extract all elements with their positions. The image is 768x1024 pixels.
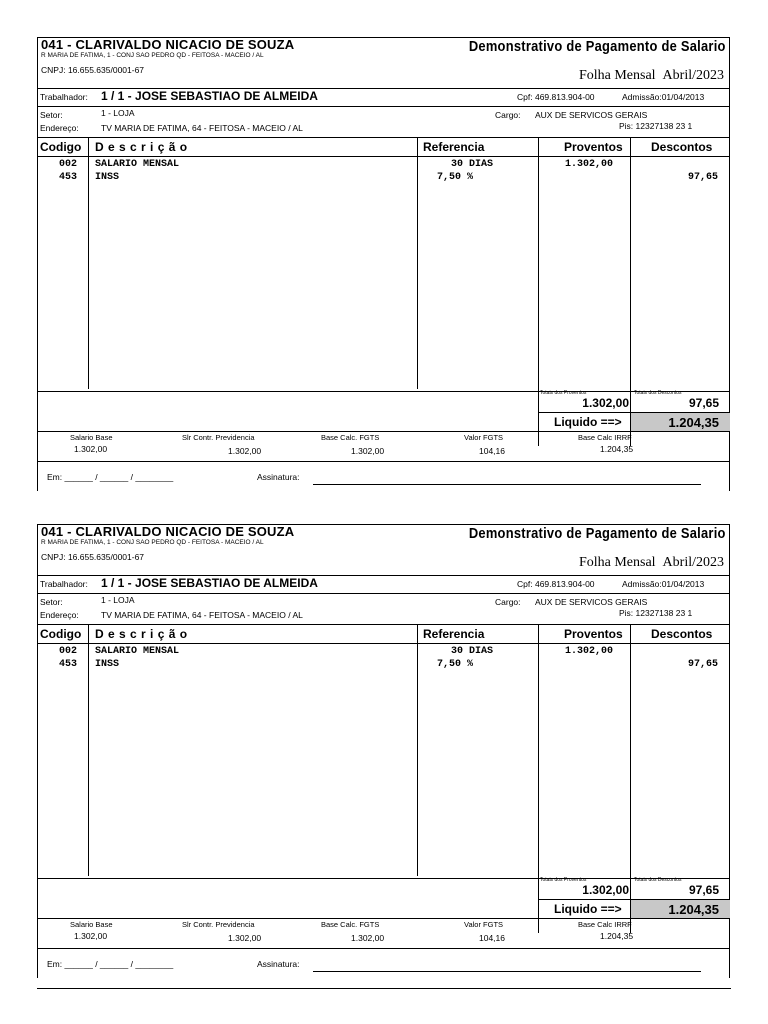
item-code: 453 (59, 659, 78, 670)
item-prov: 1.302,00 (565, 646, 614, 657)
base-fgts-label: Base Calc. FGTS (321, 433, 380, 442)
company-name: 041 - CLARIVALDO NICACIO DE SOUZA (41, 524, 295, 539)
signature-label: Assinatura: (257, 472, 300, 482)
slr-contr-label: Slr Contr. Previdencia (182, 920, 255, 929)
col-divider (417, 137, 418, 389)
base-irrf-label: Base Calc IRRF (578, 920, 632, 929)
date-field[interactable]: Em: ______ / ______ / ________ (47, 959, 174, 969)
valor-fgts-value: 104,16 (479, 933, 505, 943)
rule (37, 918, 730, 919)
base-fgts-value: 1.302,00 (351, 933, 385, 943)
company-name: 041 - CLARIVALDO NICACIO DE SOUZA (41, 37, 295, 52)
totals-desc-label: Totais dos Descontos (634, 877, 682, 883)
company-address: R MARIA DE FATIMA, 1 - CONJ SAO PEDRO QD - FEITOSA - MACEIO / AL (41, 52, 264, 59)
document-title: Demonstrativo de Pagamento de Salario (469, 525, 726, 542)
setor-label: Setor: (40, 110, 63, 120)
col-proventos: Proventos (564, 627, 623, 641)
salario-base-label: Salario Base (70, 920, 113, 929)
col-divider (630, 624, 631, 933)
signature-line[interactable] (313, 971, 701, 972)
item-code: 002 (59, 646, 78, 657)
item-desconto: 97,65 (687, 172, 718, 183)
worker-label: Trabalhador: (40, 92, 88, 102)
pis-value: Pis: 12327138 23 1 (619, 608, 693, 618)
worker-name: 1 / 1 - JOSE SEBASTIAO DE ALMEIDA (101, 576, 318, 590)
base-irrf-label: Base Calc IRRF (578, 433, 632, 442)
col-descontos: Descontos (651, 140, 713, 154)
rule (37, 643, 730, 644)
slr-contr-value: 1.302,00 (228, 446, 262, 456)
worker-cpf: Cpf: 469.813.904-00 (517, 579, 595, 589)
col-divider (88, 137, 89, 389)
rule (37, 878, 730, 879)
setor-value: 1 - LOJA (101, 595, 135, 605)
pis-value: Pis: 12327138 23 1 (619, 121, 693, 131)
col-divider (538, 137, 539, 446)
salario-base-value: 1.302,00 (74, 931, 108, 941)
liquido-value: 1.204,35 (668, 902, 719, 917)
slr-contr-value: 1.302,00 (228, 933, 262, 943)
liquido-value: 1.204,35 (668, 415, 719, 430)
totals-desc: 97,65 (688, 396, 719, 410)
base-irrf-value: 1.204,35 (600, 444, 634, 454)
totals-desc: 97,65 (688, 883, 719, 897)
item-prov: 1.302,00 (565, 159, 614, 170)
item-desc: INSS (95, 172, 120, 183)
rule (37, 431, 730, 432)
endereco-value: TV MARIA DE FATIMA, 64 - FEITOSA - MACEIO / AL (101, 123, 303, 133)
totals-prov: 1.302,00 (582, 883, 629, 897)
document-title: Demonstrativo de Pagamento de Salario (469, 38, 726, 55)
rule (37, 106, 730, 107)
rule (37, 948, 730, 949)
col-referencia: Referencia (423, 627, 485, 641)
cargo-label: Cargo: (495, 597, 521, 607)
item-desc: INSS (95, 659, 120, 670)
base-fgts-label: Base Calc. FGTS (321, 920, 380, 929)
totals-prov-label: Totais dos Proventos (540, 390, 587, 396)
company-address: R MARIA DE FATIMA, 1 - CONJ SAO PEDRO QD - FEITOSA - MACEIO / AL (41, 539, 264, 546)
rule (37, 391, 730, 392)
rule (37, 137, 730, 138)
rule (37, 624, 730, 625)
document-period: Folha Mensal Abril/2023 (578, 68, 724, 83)
liquido-label: Liquido ==> (554, 415, 622, 429)
item-ref: 7,50 % (437, 172, 474, 183)
totals-prov-label: Totais dos Proventos (540, 877, 587, 883)
item-ref: 30 DIAS (451, 159, 494, 170)
endereco-value: TV MARIA DE FATIMA, 64 - FEITOSA - MACEIO / AL (101, 610, 303, 620)
col-referencia: Referencia (423, 140, 485, 154)
worker-cpf: Cpf: 469.813.904-00 (517, 92, 595, 102)
salario-base-value: 1.302,00 (74, 444, 108, 454)
signature-line[interactable] (313, 484, 701, 485)
totals-prov: 1.302,00 (582, 396, 629, 410)
col-divider (417, 624, 418, 876)
endereco-label: Endereço: (40, 610, 79, 620)
setor-label: Setor: (40, 597, 63, 607)
totals-desc-label: Totais dos Descontos (634, 390, 682, 396)
col-proventos: Proventos (564, 140, 623, 154)
company-cnpj: CNPJ: 16.655.635/0001-67 (41, 65, 145, 75)
col-divider (88, 624, 89, 876)
slr-contr-label: Slr Contr. Previdencia (182, 433, 255, 442)
base-irrf-value: 1.204,35 (600, 931, 634, 941)
item-code: 453 (59, 172, 78, 183)
col-descontos: Descontos (651, 627, 713, 641)
item-desconto: 97,65 (687, 659, 718, 670)
rule (37, 593, 730, 594)
worker-admission: Admissão:01/04/2013 (622, 92, 705, 102)
col-codigo: Codigo (40, 140, 82, 154)
item-ref: 30 DIAS (451, 646, 494, 657)
col-codigo: Codigo (40, 627, 82, 641)
base-fgts-value: 1.302,00 (351, 446, 385, 456)
liquido-label: Liquido ==> (554, 902, 622, 916)
date-field[interactable]: Em: ______ / ______ / ________ (47, 472, 174, 482)
col-descricao: D e s c r i ç ã o (95, 627, 188, 641)
company-cnpj: CNPJ: 16.655.635/0001-67 (41, 552, 145, 562)
col-divider (538, 624, 539, 933)
valor-fgts-label: Valor FGTS (464, 433, 504, 442)
setor-value: 1 - LOJA (101, 108, 135, 118)
salario-base-label: Salario Base (70, 433, 113, 442)
col-descricao: D e s c r i ç ã o (95, 140, 188, 154)
payslip-copy-2 (37, 524, 730, 978)
payslip-copy-1 (37, 37, 730, 491)
item-desc: SALARIO MENSAL (95, 159, 180, 170)
signature-label: Assinatura: (257, 959, 300, 969)
cargo-value: AUX DE SERVICOS GERAIS (535, 110, 648, 120)
rule (37, 461, 730, 462)
item-desc: SALARIO MENSAL (95, 646, 180, 657)
item-ref: 7,50 % (437, 659, 474, 670)
worker-admission: Admissão:01/04/2013 (622, 579, 705, 589)
cargo-value: AUX DE SERVICOS GERAIS (535, 597, 648, 607)
col-divider (630, 137, 631, 446)
valor-fgts-label: Valor FGTS (464, 920, 504, 929)
worker-label: Trabalhador: (40, 579, 88, 589)
item-code: 002 (59, 159, 78, 170)
endereco-label: Endereço: (40, 123, 79, 133)
worker-name: 1 / 1 - JOSE SEBASTIAO DE ALMEIDA (101, 89, 318, 103)
rule (37, 156, 730, 157)
document-period: Folha Mensal Abril/2023 (578, 555, 724, 570)
valor-fgts-value: 104,16 (479, 446, 505, 456)
bottom-rule (37, 988, 731, 989)
cargo-label: Cargo: (495, 110, 521, 120)
